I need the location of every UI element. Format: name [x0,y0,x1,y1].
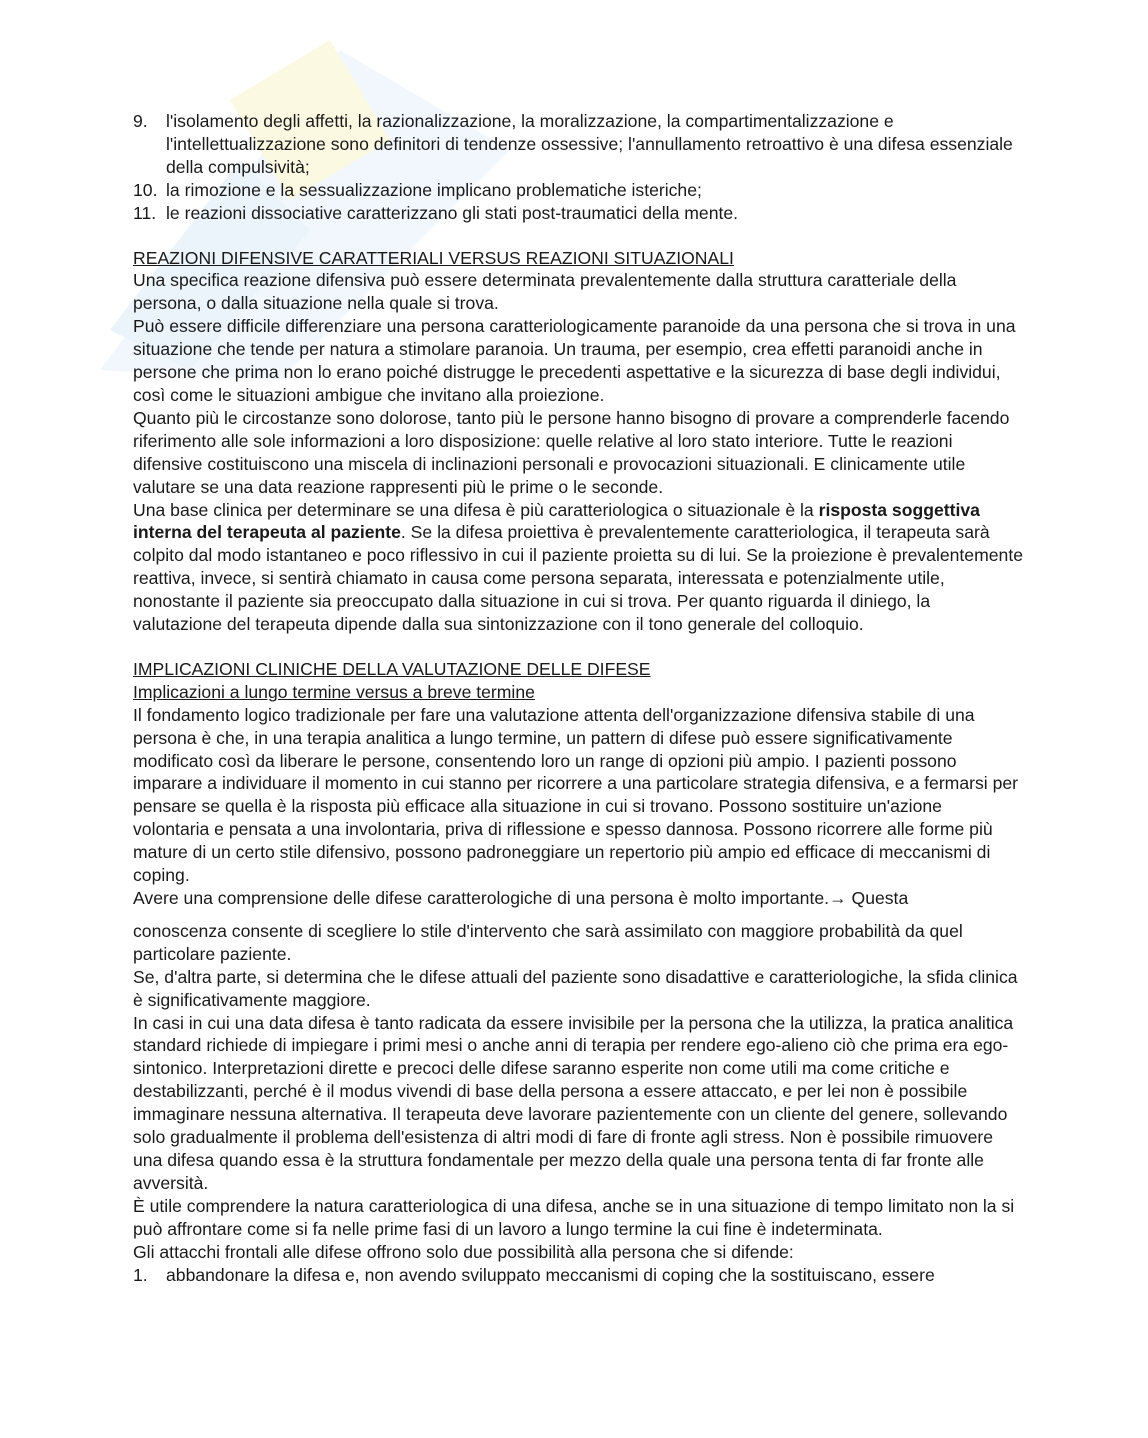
section-heading: REAZIONI DIFENSIVE CARATTERIALI VERSUS REAZIONI SITUAZIONALI [133,247,734,268]
list-item-number: 9. [133,111,148,131]
list-item [133,179,1023,202]
list-item-number: 10. [133,179,158,200]
numbered-list-top [133,110,1023,225]
paragraph: Il fondamento logico tradizionale per fare una valutazione attenta dell'organizzazione difensiva stabile di una persona è che, in una terapia analitica a lungo termine, un pattern di difese può essere significativamente modificato così da liberare le persone, consentendo loro un range di opzioni più ampio. I pazienti possono imparare a individuare il momento in cui stanno per ricorrere a una particolare strategia difensiva, e a fermarsi per pensare se quella è la risposta più efficace alla situazione in cui si trovano. Possono sostituire un'azione volontaria e pensata a una involontaria, priva di riflessione e spesso dannosa. Possono ricorrere alle forme più mature di un certo stile difensivo, possono padroneggiare un repertorio più ampio ed efficace di meccanismi di coping. [133,704,1018,886]
spacer [133,910,1023,920]
subsection-heading: Implicazioni a lungo termine versus a breve termine [133,681,535,702]
list-item-number: 11. [133,202,157,223]
document-page [133,110,1023,1286]
paragraph: conoscenza consente di scegliere lo stile d'intervento che sarà assimilato con maggiore probabilità da quel particolare paziente. [133,920,963,964]
list-item-text: abbandonare la difesa e, non avendo sviluppato meccanismi di coping che la sostituiscano, essere [166,1264,935,1285]
section-heading: IMPLICAZIONI CLINICHE DELLA VALUTAZIONE DELLE DIFESE [133,658,651,679]
paragraph: Può essere difficile differenziare una persona caratteriologicamente paranoide da una persona che si trova in una situazione che tende per natura a stimolare paranoia. Un trauma, per esempio, crea effetti paranoidi anche in persone che prima non lo erano poiché distrugge le precedenti aspettative e la sicurezza di base degli individui, così come le situazioni ambigue che invitano alla proiezione. [133,316,1016,405]
list-item-text: l'isolamento degli affetti, la razionalizzazione, la moralizzazione, la compartimentalizzazione e l'intellettualizzazione sono definitori di tendenze ossessive; l'annullamento retroattivo è una difesa essenziale della compulsività; [166,111,1013,177]
paragraph [133,499,1023,636]
bold-phrase: risposta soggettiva interna del terapeuta al paziente [133,499,980,543]
list-item-text: le reazioni dissociative caratterizzano gli stati post-traumatici della mente. [166,202,739,223]
paragraph: Una specifica reazione difensiva può essere determinata prevalentemente dalla struttura caratteriale della persona, o dalla situazione nella quale si trova. [133,270,957,314]
list-item [133,1264,1023,1287]
paragraph-text: Una base clinica per determinare se una difesa è più caratteriologica o situazionale è la [133,499,819,520]
list-item-text: la rimozione e la sessualizzazione implicano problematiche isteriche; [166,179,702,200]
paragraph-text: . Se la difesa proiettiva è prevalentemente caratteriologica, il terapeuta sarà colpito dal modo istantaneo e poco riflessivo in cui il paziente proietta su di lui. Se la proiezione è prevalentemente reattiva, invece, si sentirà chiamato in causa come persona separata, interessata e potenzialmente utile, nonostante il paziente sia preoccupato dalla situazione in cui si trova. Per quanto riguarda il diniego, la valutazione del terapeuta dipende dalla sua sintonizzazione con il tono generale del colloquio. [133,522,1023,635]
list-item [133,110,1023,179]
numbered-list-bottom [133,1264,1023,1287]
paragraph: Avere una comprensione delle difese caratterologiche di una persona è molto importante.→ Questa [133,888,909,908]
paragraph: Se, d'altra parte, si determina che le difese attuali del paziente sono disadattive e caratteriologiche, la sfida clinica è significativamente maggiore. [133,966,1018,1010]
paragraph: Quanto più le circostanze sono dolorose, tanto più le persone hanno bisogno di provare a comprenderle facendo riferimento alle sole informazioni a loro disposizione: quelle relative al loro stato interiore. Tutte le reazioni difensive costituiscono una miscela di inclinazioni personali e provocazioni situazionali. E clinicamente utile valutare se una data reazione rappresenti più le prime o le seconde. [133,407,1010,497]
paragraph: Gli attacchi frontali alle difese offrono solo due possibilità alla persona che si difende: [133,1241,794,1262]
paragraph: È utile comprendere la natura caratteriologica di una difesa, anche se in una situazione di tempo limitato non la si può affrontare come si fa nelle prime fasi di un lavoro a lungo termine la cui fine è indeterminata. [133,1195,1015,1239]
paragraph: In casi in cui una data difesa è tanto radicata da essere invisibile per la persona che la utilizza, la pratica analitica standard richiede di impiegare i primi mesi o anche anni di terapia per rendere ego-alieno ciò che prima era ego-sintonico. Interpretazioni dirette e precoci delle difese saranno esperite non come utili ma come critiche e destabilizzanti, perché è il modus vivendi di base della persona a essere attaccato, e per lei non è possibile immaginare nessuna alternativa. Il terapeuta deve lavorare pazientemente con un cliente del genere, sollevando solo gradualmente il problema dell'esistenza di altri modi di fare di fronte agli stress. Non è possibile rimuovere una difesa quando essa è la struttura fondamentale per mezzo della quale una persona tenta di far fronte alle avversità. [133,1012,1014,1193]
list-item-number: 1. [133,1264,148,1285]
list-item [133,202,1023,225]
